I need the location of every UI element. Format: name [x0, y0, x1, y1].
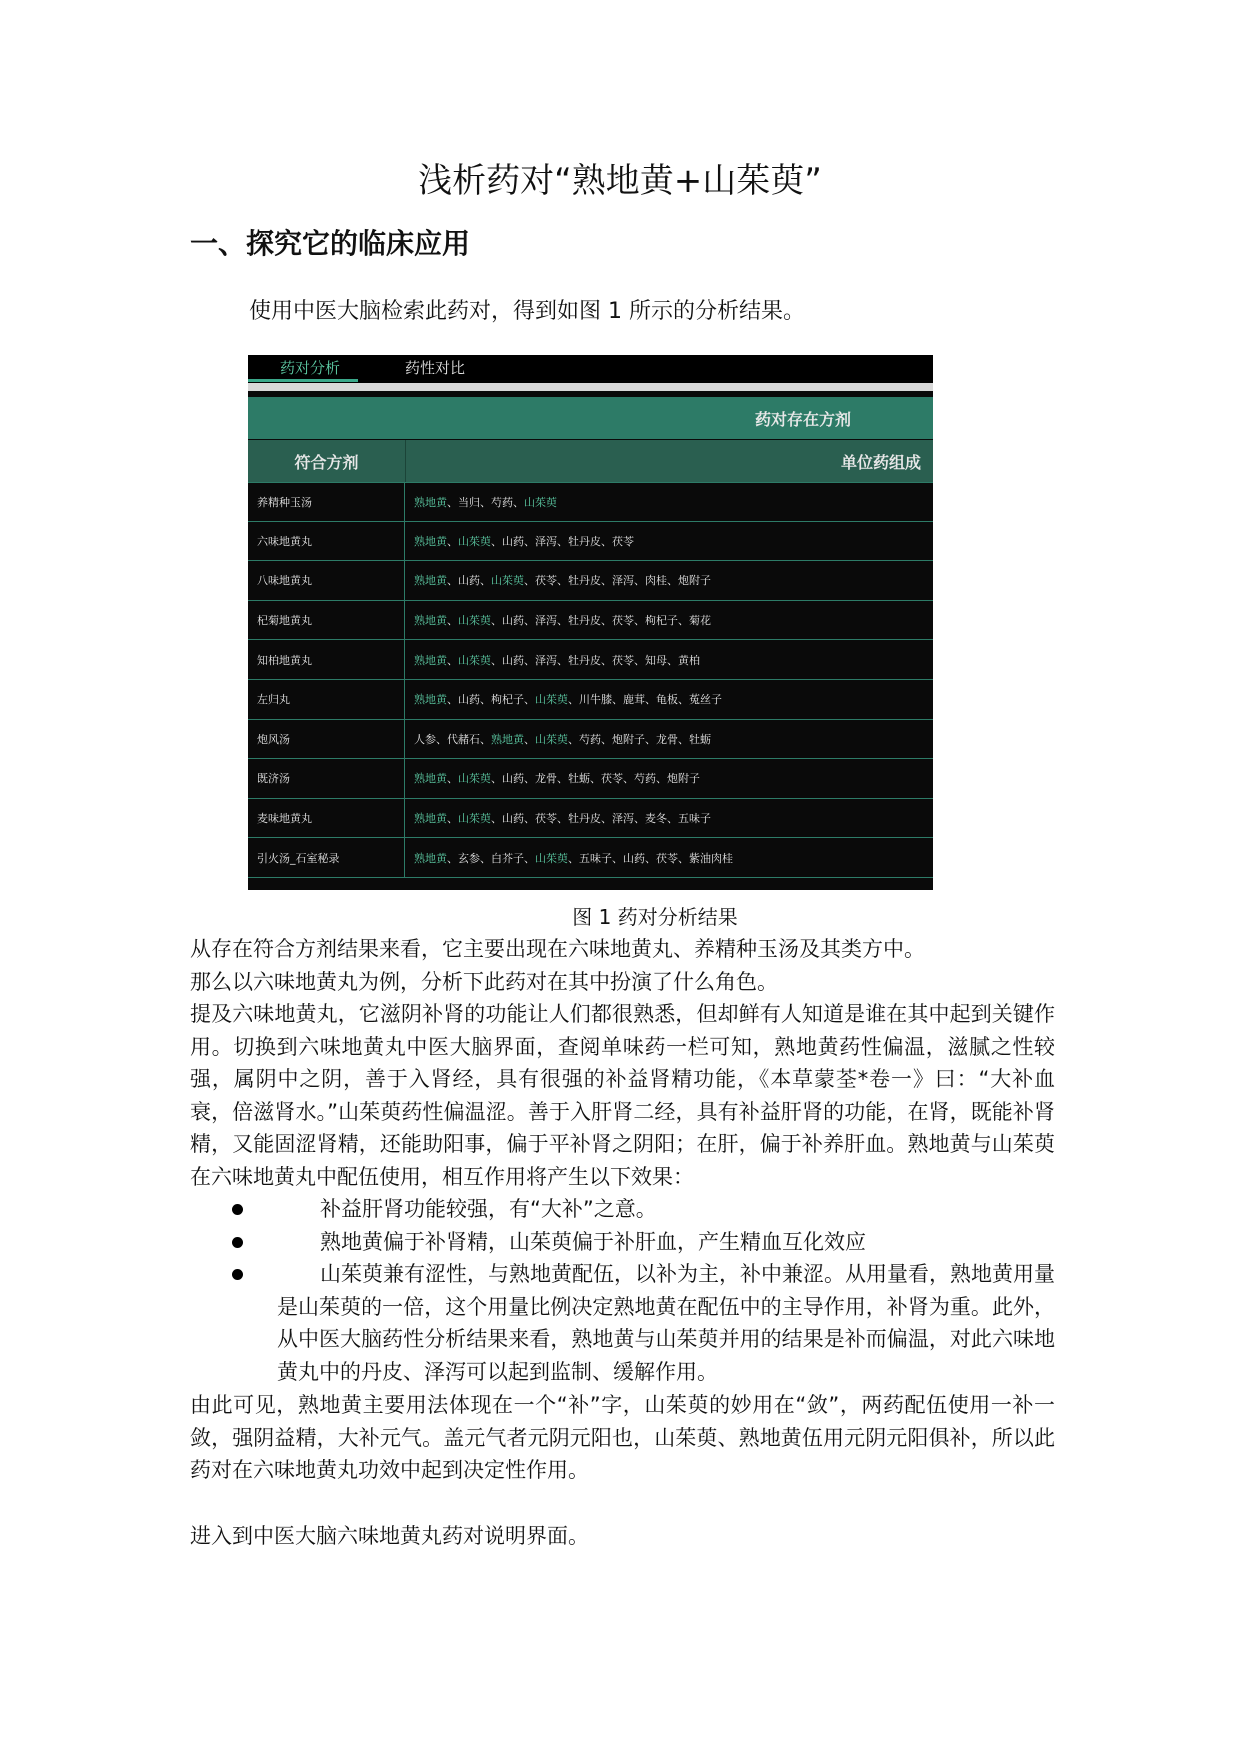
- herb-text: 、山药、茯苓、牡丹皮、泽泻、麦冬、五味子: [491, 812, 711, 826]
- highlighted-herb: 山茱萸: [458, 653, 491, 667]
- bullet-dot-icon: [232, 1204, 243, 1215]
- section-heading: 一、探究它的临床应用: [190, 227, 471, 260]
- formula-name-cell: 知柏地黄丸: [248, 640, 405, 679]
- highlighted-herb: 山茱萸: [458, 614, 491, 628]
- column-header-herbs: 单位药组成: [406, 440, 933, 482]
- highlighted-herb: 熟地黄: [414, 574, 447, 588]
- table-banner: [248, 397, 933, 439]
- paragraph-1: 从存在符合方剂结果来看，它主要出现在六味地黄丸、养精种玉汤及其类方中。: [190, 937, 925, 961]
- tab-pair-analysis[interactable]: 药对分析: [280, 359, 341, 377]
- herb-composition-cell: [405, 601, 933, 640]
- bullet-item: [190, 1226, 1055, 1259]
- paragraph-2: 那么以六味地黄丸为例，分析下此药对在其中扮演了什么角色。: [190, 970, 778, 994]
- formula-name-cell: 炮风汤: [248, 720, 405, 759]
- paragraph-4: 由此可见，熟地黄主要用法体现在一个“补”字，山茱萸的妙用在“敛”，两药配伍使用一补一敛，强阴益精，大补元气。盖元气者元阴元阳也，山茱萸、熟地黄伍用元阴元阳俱补，所以此药对在六味地黄丸功效中起到决定性作用。: [190, 1393, 1055, 1483]
- table-row: [248, 522, 933, 562]
- table-row: [248, 799, 933, 839]
- herb-text: 、: [447, 614, 458, 628]
- paragraph-3: 提及六味地黄丸，它滋阴补肾的功能让人们都很熟悉，但却鲜有人知道是谁在其中起到关键作用。切换到六味地黄丸中医大脑界面，查阅单味药一栏可知，熟地黄药性偏温，滋腻之性较强，属阴中之阴，善于入肾经，具有很强的补益肾精功能，《本草蒙荃*卷一》曰：“大补血衰，倍滋肾水。”山茱萸药性偏温涩。善于入肝肾二经，具有补益肝肾的功能，在肾，既能补肾精，又能固涩肾精，还能助阳事，偏于平补肾之阴阳；在肝，偏于补养肝血。熟地黄与山茱萸在六味地黄丸中配伍使用，相互作用将产生以下效果：: [190, 1002, 1055, 1189]
- formula-name-cell: 六味地黄丸: [248, 522, 405, 561]
- herb-text: 、: [524, 732, 535, 746]
- figure-tab-bar: [248, 355, 933, 383]
- highlighted-herb: 熟地黄: [491, 732, 524, 746]
- herb-text: 、玄参、白芥子、: [447, 851, 535, 865]
- bullet-text: 山茱萸兼有涩性，与熟地黄配伍，以补为主，补中兼涩。从用量看，熟地黄用量是山茱萸的一倍，这个用量比例决定熟地黄在配伍中的主导作用，补肾为重。此外，从中医大脑药性分析结果来看，熟地黄与山茱萸并用的结果是补而偏温，对此六味地黄丸中的丹皮、泽泻可以起到监制、缓解作用。: [277, 1262, 1055, 1384]
- table-row: [248, 640, 933, 680]
- herb-text: 人参、代赭石、: [414, 732, 491, 746]
- table-row: [248, 720, 933, 760]
- bullet-list: [190, 1193, 1055, 1389]
- highlighted-herb: 熟地黄: [414, 534, 447, 548]
- highlighted-herb: 熟地黄: [414, 693, 447, 707]
- highlighted-herb: 熟地黄: [414, 614, 447, 628]
- herb-composition-cell: [405, 522, 933, 561]
- herb-text: 、: [447, 812, 458, 826]
- herb-text: 、川牛膝、鹿茸、龟板、菟丝子: [568, 693, 722, 707]
- highlighted-herb: 熟地黄: [414, 812, 447, 826]
- herb-composition-cell: [405, 483, 933, 521]
- formula-name-cell: 八味地黄丸: [248, 561, 405, 600]
- highlighted-herb: 山茱萸: [535, 693, 568, 707]
- herb-text: 、五味子、山药、茯苓、紫油肉桂: [568, 851, 733, 865]
- formula-name-cell: 左归丸: [248, 680, 405, 719]
- herb-text: 、当归、芍药、: [447, 495, 524, 509]
- herb-text: 、山药、枸杞子、: [447, 693, 535, 707]
- document-title: 浅析药对“熟地黄+山茱萸”: [418, 161, 822, 201]
- formula-name-cell: 养精种玉汤: [248, 483, 405, 521]
- highlighted-herb: 熟地黄: [414, 653, 447, 667]
- banner-title: 药对存在方剂: [754, 410, 851, 429]
- herb-text: 、山药、泽泻、牡丹皮、茯苓: [491, 534, 634, 548]
- bullet-text: 熟地黄偏于补肾精，山茱萸偏于补肝血，产生精血互化效应: [320, 1229, 866, 1254]
- highlighted-herb: 熟地黄: [414, 772, 447, 786]
- herb-text: 、: [447, 653, 458, 667]
- herb-composition-cell: [405, 759, 933, 798]
- bullet-item: [190, 1193, 1055, 1226]
- herb-text: 、茯苓、牡丹皮、泽泻、肉桂、炮附子: [524, 574, 711, 588]
- herb-text: 、: [447, 534, 458, 548]
- paragraph-5: 进入到中医大脑六味地黄丸药对说明界面。: [190, 1524, 589, 1548]
- bullet-text: 补益肝肾功能较强，有“大补”之意。: [320, 1197, 657, 1221]
- table-row: [248, 838, 933, 878]
- highlighted-herb: 山茱萸: [524, 495, 557, 509]
- highlighted-herb: 熟地黄: [414, 851, 447, 865]
- column-header-formula: 符合方剂: [248, 440, 406, 482]
- herb-text: 、山药、泽泻、牡丹皮、茯苓、知母、黄柏: [491, 653, 700, 667]
- herb-text: 、山药、泽泻、牡丹皮、茯苓、枸杞子、菊花: [491, 614, 711, 628]
- highlighted-herb: 山茱萸: [491, 574, 524, 588]
- active-tab-indicator: [248, 379, 358, 382]
- figure-screenshot: [248, 355, 933, 890]
- tab-property-compare[interactable]: 药性对比: [405, 359, 466, 377]
- bullet-dot-icon: [232, 1237, 243, 1248]
- herb-composition-cell: [405, 799, 933, 838]
- formula-name-cell: 麦味地黄丸: [248, 799, 405, 838]
- herb-text: 、山药、: [447, 574, 491, 588]
- highlighted-herb: 山茱萸: [535, 732, 568, 746]
- highlighted-herb: 山茱萸: [458, 812, 491, 826]
- herb-composition-cell: [405, 640, 933, 679]
- table-row: [248, 601, 933, 641]
- formula-name-cell: 既济汤: [248, 759, 405, 798]
- tab-divider: [248, 383, 933, 391]
- highlighted-herb: 山茱萸: [458, 772, 491, 786]
- table-row: [248, 680, 933, 720]
- figure-caption: 图 1 药对分析结果: [572, 905, 738, 929]
- highlighted-herb: 山茱萸: [535, 851, 568, 865]
- bullet-item: [190, 1258, 1055, 1388]
- table-row: [248, 561, 933, 601]
- herb-composition-cell: [405, 561, 933, 600]
- formula-name-cell: 引火汤_石室秘录: [248, 838, 405, 877]
- herb-composition-cell: [405, 720, 933, 759]
- herb-text: 、: [447, 772, 458, 786]
- highlighted-herb: 山茱萸: [458, 534, 491, 548]
- herb-text: 、芍药、炮附子、龙骨、牡蛎: [568, 732, 711, 746]
- formula-name-cell: 杞菊地黄丸: [248, 601, 405, 640]
- highlighted-herb: 熟地黄: [414, 495, 447, 509]
- formula-table-body: [248, 482, 933, 878]
- table-row: [248, 482, 933, 522]
- herb-composition-cell: [405, 838, 933, 877]
- herb-composition-cell: [405, 680, 933, 719]
- table-header-row: [248, 439, 933, 482]
- intro-paragraph: 使用中医大脑检索此药对，得到如图 1 所示的分析结果。: [249, 299, 805, 324]
- herb-text: 、山药、龙骨、牡蛎、茯苓、芍药、炮附子: [491, 772, 700, 786]
- table-row: [248, 759, 933, 799]
